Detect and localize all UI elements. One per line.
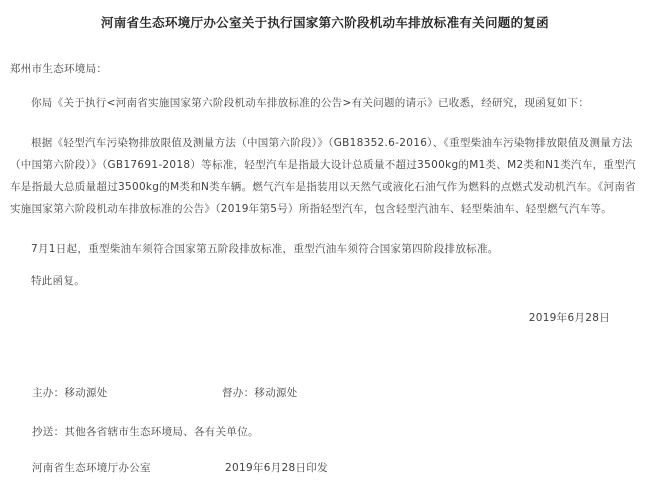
admin-row xyxy=(32,382,640,404)
document-title: 河南省生态环境厅办公室关于执行国家第六阶段机动车排放标准有关问题的复函 xyxy=(100,15,549,30)
issuance-row xyxy=(32,457,640,479)
host-unit: 主办：移动源处 xyxy=(32,387,108,399)
issuing-office: 河南省生态环境厅办公室 xyxy=(32,462,151,474)
supervisor-unit: 督办：移动源处 xyxy=(222,387,298,399)
letter-body xyxy=(0,58,650,329)
paragraph-intro: 你局《关于执行<河南省实施国家第六阶段机动车排放标准的公告>有关问题的请示》已收悉，经研究，现函复如下： xyxy=(31,97,590,109)
paragraph-requirement: 7月1日起，重型柴油车须符合国家第五阶段排放标准，重型汽油车须符合国家第四阶段排放标准。 xyxy=(31,243,499,255)
salutation: 郑州市生态环境局： xyxy=(10,63,108,75)
letter-date: 2019年6月28日 xyxy=(528,312,610,324)
cc-line: 抄送：其他各省辖市生态环境局、各有关单位。 xyxy=(32,426,259,438)
paragraph-closing: 特此函复。 xyxy=(31,275,85,287)
paragraph-definitions: 根据《轻型汽车污染物排放限值及测量方法（中国第六阶段）》（GB18352.6-2016）、《重型柴油车污染物排放限值及测量方法（中国第六阶段）》（GB17691-2018）等标准，轻型汽车是指最大设计总质量不超过3500kg的M1类、M2类和N1类汽车，重型汽车是指最大总质量超过3500kg的M类和N类车辆。燃气汽车是指装用以天然气或液化石油气作为燃料的点燃式发动机汽车。《河南省实施国家第六阶段机动车排放标准的公告》（2019年第5号）所指轻型汽车，包含轻型汽油车、轻型柴油车、轻型燃气汽车等。 xyxy=(10,137,636,215)
print-date: 2019年6月28日印发 xyxy=(225,462,328,474)
